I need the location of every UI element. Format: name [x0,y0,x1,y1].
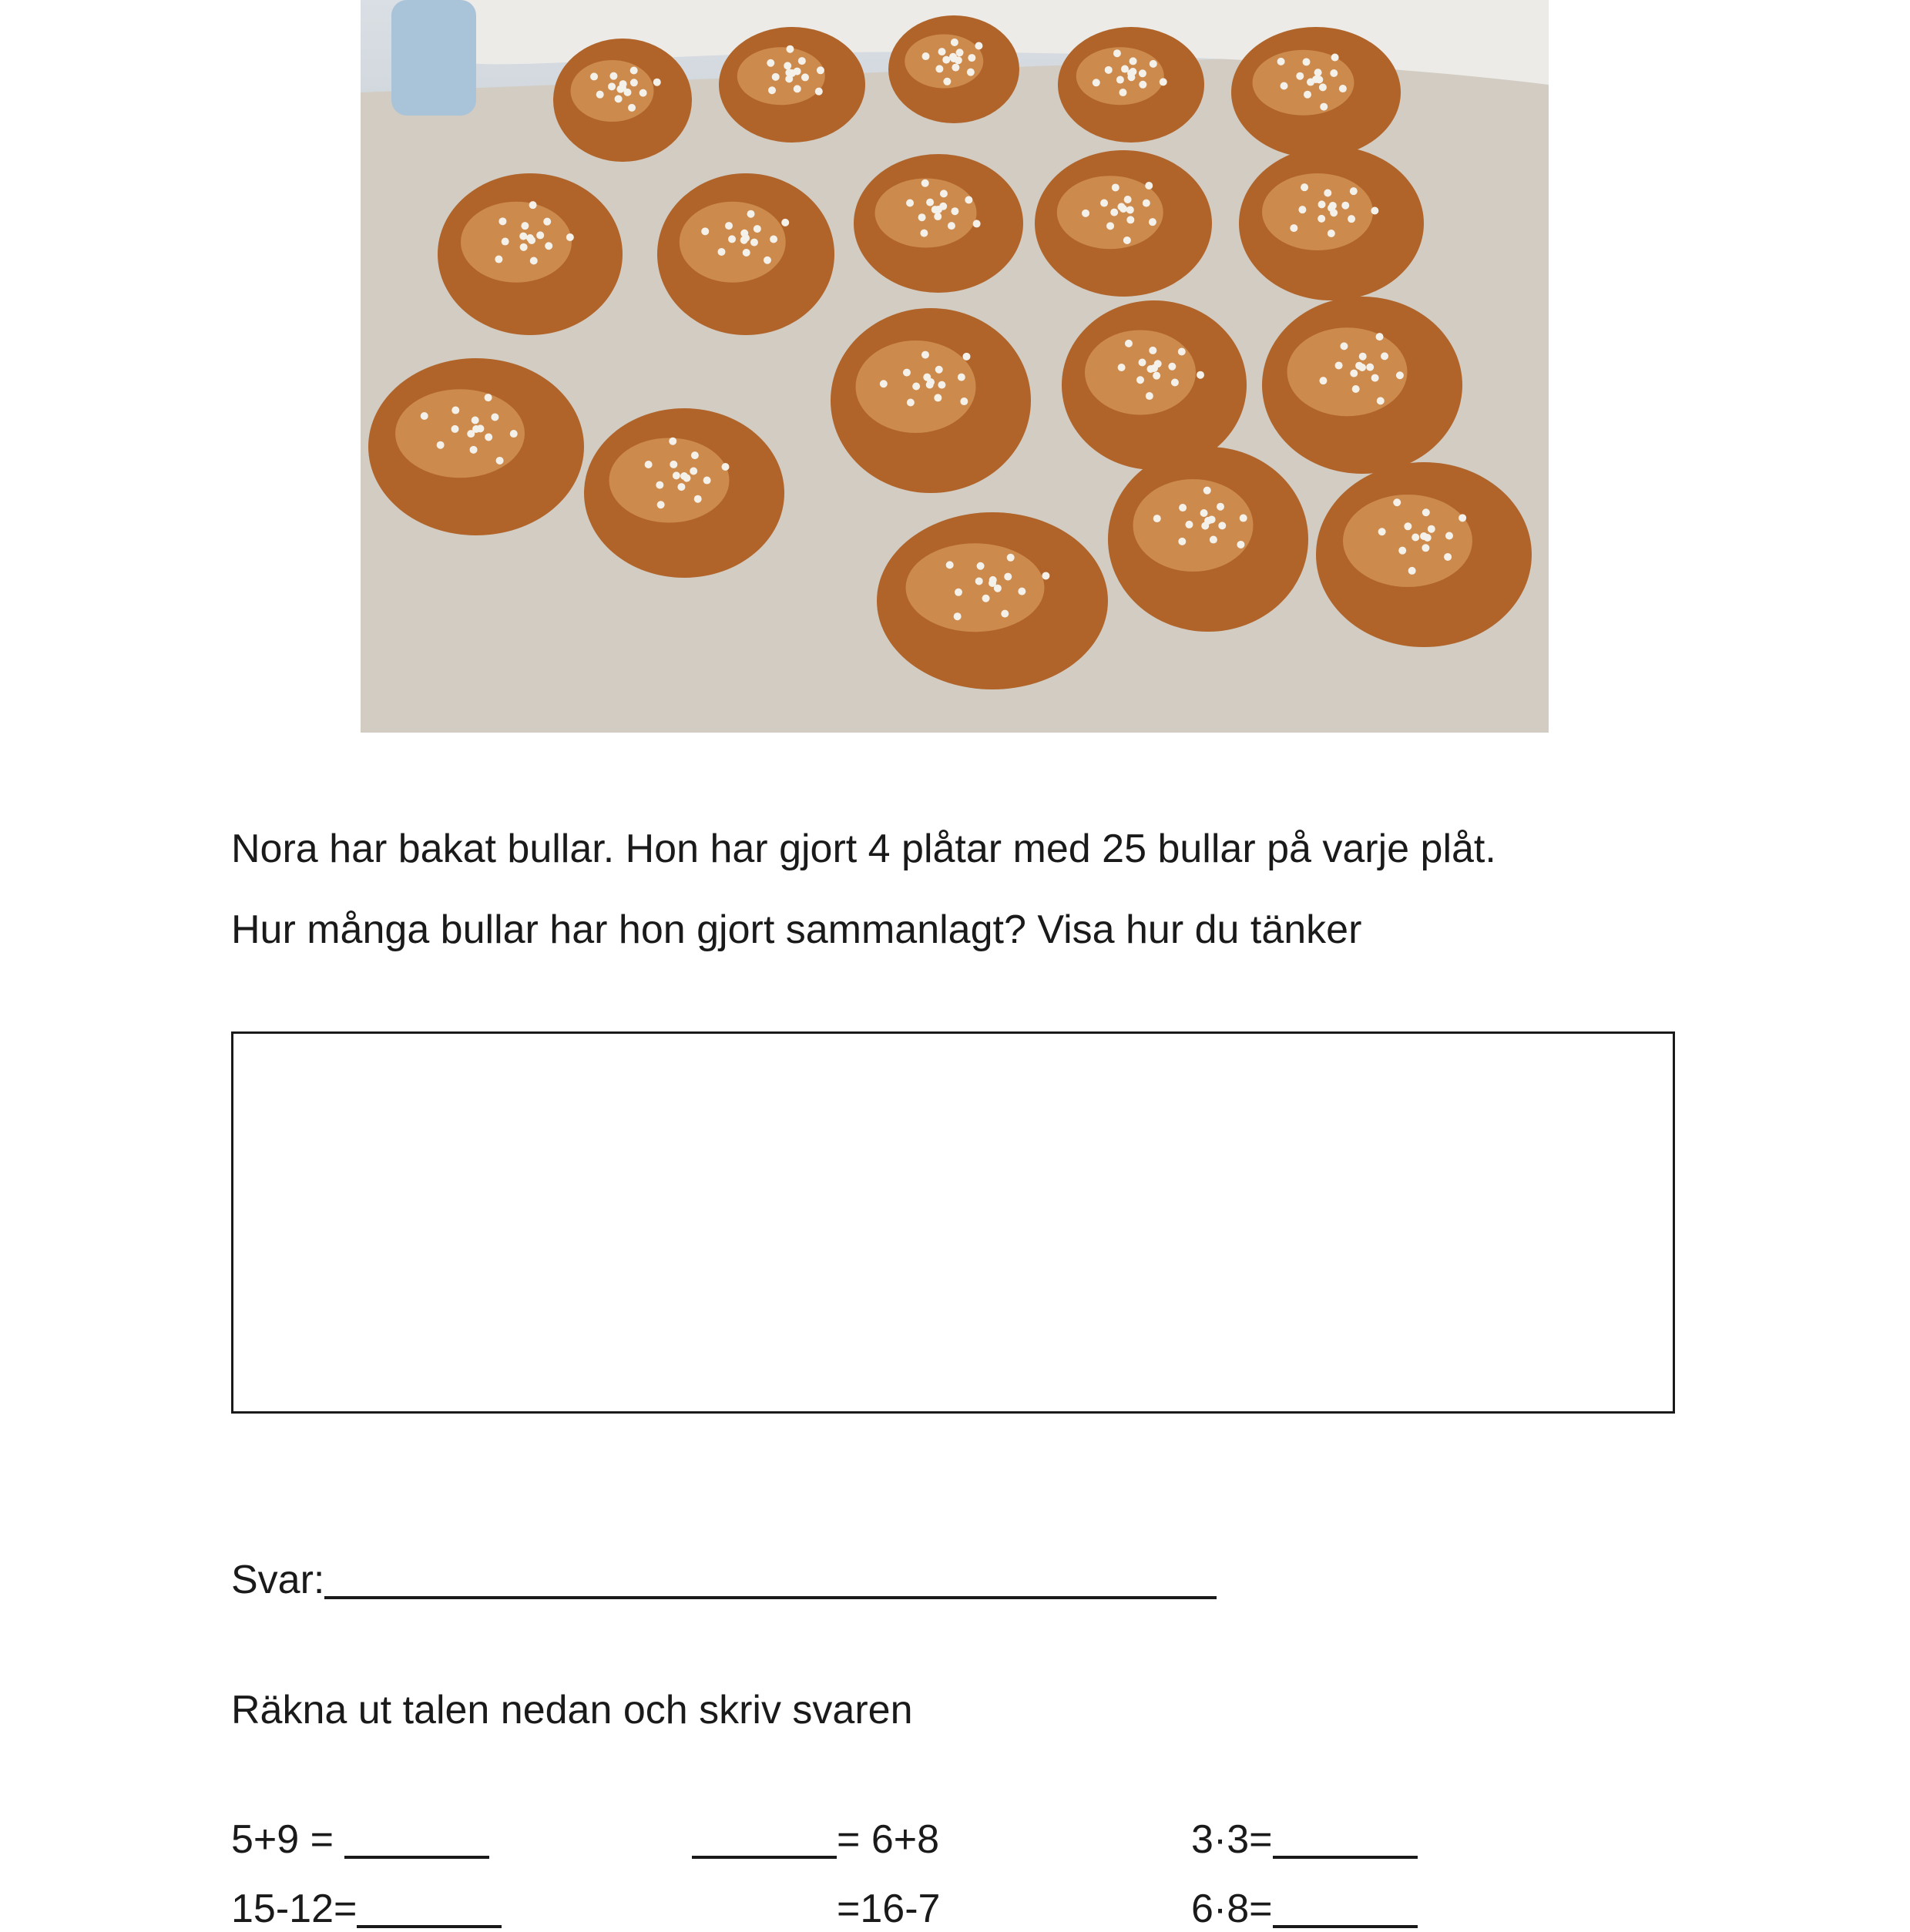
pearl-sugar [502,238,509,246]
bun-highlight [1085,330,1196,415]
bun-highlight [906,543,1045,632]
pearl-sugar [1359,353,1367,361]
pearl-sugar [701,227,709,235]
question-line-2: Hur många bullar har hon gjort sammanlagt? Visa hur du tänker [231,907,1362,952]
pearl-sugar [952,64,959,72]
pearl-sugar [1139,69,1146,77]
pearl-sugar [817,66,824,74]
pearl-sugar [721,463,729,471]
pearl-sugar [645,461,653,468]
pearl-sugar [1290,224,1297,232]
pearl-sugar [608,82,616,90]
pearl-sugar [938,48,945,55]
pearl-sugar [1042,572,1049,579]
bun-highlight [1343,495,1472,587]
pearl-sugar [1240,515,1247,522]
pearl-sugar [1319,377,1327,384]
pearl-sugar [451,407,459,414]
pearl-sugar [994,585,1002,592]
exercise-4-blank[interactable] [357,1888,502,1928]
pearl-sugar [657,501,665,508]
exercise-2 [692,1816,939,1863]
pearl-sugar [1106,222,1114,230]
pearl-sugar [653,79,661,86]
pearl-sugar [1381,352,1388,360]
pearl-sugar [1124,196,1132,203]
pearl-sugar [1136,376,1144,384]
pearl-sugar [1396,371,1404,379]
pearl-sugar [451,425,459,433]
pearl-sugar [630,79,638,86]
pearl-sugar [1315,75,1323,83]
pearl-sugar [639,89,647,97]
pearl-sugar [1179,504,1187,512]
pearl-sugar [498,217,506,225]
pearl-sugar [1210,536,1217,544]
pearl-sugar [794,85,801,92]
pearl-sugar [784,62,791,69]
cup [391,0,476,116]
pearl-sugar [1117,203,1125,210]
pearl-sugar [536,231,544,239]
pearl-sugar [934,394,942,401]
bun-highlight [1133,479,1254,572]
pearl-sugar [975,577,983,585]
pearl-sugar [740,230,748,237]
pearl-sugar [880,380,888,387]
pearl-sugar [491,413,498,421]
pearl-sugar [529,201,537,209]
pearl-sugar [1378,528,1386,535]
pearl-sugar [939,203,947,210]
pearl-sugar [519,233,527,240]
pearl-sugar [669,438,676,445]
pearl-sugar [1127,73,1135,81]
cinnamon-buns-photo [361,0,1549,733]
pearl-sugar [907,398,915,406]
pearl-sugar [1422,508,1430,516]
pearl-sugar [485,394,492,401]
pearl-sugar [1366,364,1374,371]
pearl-sugar [801,73,809,81]
pearl-sugar [918,213,926,221]
pearl-sugar [1424,534,1432,542]
pearl-sugar [619,80,627,88]
pearl-sugar [781,219,789,226]
pearl-sugar [740,236,748,244]
pearl-sugar [1118,364,1126,371]
pearl-sugar [1113,49,1121,57]
pearl-sugar [921,179,929,187]
pearl-sugar [1350,187,1358,195]
pearl-sugar [1320,103,1328,111]
pearl-sugar [768,86,776,94]
pearl-sugar [703,477,711,485]
pearl-sugar [615,95,623,102]
pearl-sugar [470,446,478,454]
pearl-sugar [955,589,962,596]
bun-highlight [737,47,825,105]
pearl-sugar [1371,374,1379,382]
pearl-sugar [437,441,445,449]
work-area-box[interactable] [231,1031,1675,1414]
pearl-sugar [1352,385,1360,393]
pearl-sugar [786,45,794,53]
pearl-sugar [906,200,914,207]
pearl-sugar [940,190,948,197]
pearl-sugar [1318,215,1325,223]
pearl-sugar [566,233,574,241]
pearl-sugar [1147,365,1155,373]
pearl-sugar [1208,515,1216,523]
exercise-4 [231,1886,502,1932]
exercise-3-blank[interactable] [1273,1819,1418,1859]
pearl-sugar [1093,79,1100,86]
pearl-sugar [1444,553,1452,561]
pearl-sugar [1146,392,1153,400]
pearl-sugar [530,257,538,265]
pearl-sugar [1404,522,1412,530]
pearl-sugar [1348,215,1355,223]
pearl-sugar [1459,514,1466,522]
pearl-sugar [956,49,964,56]
pearl-sugar [1154,360,1162,367]
pearl-sugar [1126,206,1134,213]
pearl-sugar [1277,58,1285,65]
question-line-1: Nora har bakat bullar. Hon har gjort 4 plåtar med 25 bullar på varje plåt. [231,827,1496,871]
pearl-sugar [989,576,997,584]
pearl-sugar [1105,66,1113,74]
pearl-sugar [942,56,950,64]
exercise-6-text: 6·8= [1191,1887,1273,1931]
pearl-sugar [521,222,529,230]
pearl-sugar [750,239,758,247]
pearl-sugar [1200,509,1208,517]
pearl-sugar [1018,588,1025,595]
pearl-sugar [922,52,930,60]
exercise-1-blank[interactable] [344,1819,489,1859]
pearl-sugar [1339,85,1347,92]
bun-highlight [395,389,525,478]
pearl-sugar [590,72,598,80]
pearl-sugar [1143,200,1150,207]
pearl-sugar [1185,521,1193,528]
pearl-sugar [767,59,774,67]
bun-highlight [1262,173,1373,250]
pearl-sugar [798,57,806,65]
pearl-sugar [485,433,492,441]
pearl-sugar [1121,65,1129,73]
pearl-sugar [1168,363,1176,371]
pearl-sugar [545,242,552,250]
pearl-sugar [1112,183,1119,191]
pearl-sugar [1082,210,1089,217]
pearl-sugar [628,104,636,112]
pearl-sugar [1139,81,1146,89]
pearl-sugar [1398,547,1406,555]
pearl-sugar [725,222,733,230]
exercise-2-blank[interactable] [692,1819,837,1859]
pearl-sugar [1119,89,1126,96]
pearl-sugar [1149,218,1156,226]
pearl-sugar [951,39,958,46]
pearl-sugar [960,397,968,405]
pearl-sugar [1331,54,1339,62]
pearl-sugar [1328,230,1335,237]
pearl-sugar [596,91,604,99]
pearl-sugar [743,249,750,257]
pearl-sugar [1412,533,1419,541]
pearl-sugar [935,366,943,374]
pearl-sugar [764,257,771,264]
pearl-sugar [495,256,502,263]
pearl-sugar [1100,200,1108,207]
pearl-sugar [1178,538,1186,545]
pearl-sugar [1116,76,1124,84]
pearl-sugar [1153,515,1161,522]
pearl-sugar [717,248,725,256]
pearl-sugar [1408,567,1416,575]
pearl-sugar [1150,60,1157,68]
pearl-sugar [934,213,942,220]
pearl-sugar [1371,207,1378,215]
exercises-instruction: Räkna ut talen nedan och skriv svaren [231,1688,913,1732]
pearl-sugar [921,351,929,359]
exercise-5 [837,1886,940,1932]
pearl-sugar [772,73,780,81]
pearl-sugar [954,612,962,620]
pearl-sugar [1314,69,1322,76]
pearl-sugar [958,374,965,381]
pearl-sugar [630,66,638,74]
pearl-sugar [510,430,518,438]
pearl-sugar [528,236,535,244]
pearl-sugar [1153,372,1160,380]
pearl-sugar [982,595,990,602]
pearl-sugar [1422,544,1429,552]
pearl-sugar [935,65,943,72]
pearl-sugar [1110,209,1118,216]
pearl-sugar [1171,378,1179,386]
exercise-2-text: = 6+8 [837,1817,940,1862]
pearl-sugar [1329,202,1337,210]
pearl-sugar [955,56,962,64]
pearl-sugar [948,222,955,230]
pearl-sugar [683,475,690,482]
pearl-sugar [1201,522,1209,530]
exercise-1-text: 5+9 = [231,1817,345,1862]
pearl-sugar [926,381,934,388]
pearl-sugar [1350,370,1358,377]
pearl-sugar [1301,183,1308,191]
pearl-sugar [938,381,945,389]
pearl-sugar [932,206,939,213]
pearl-sugar [794,68,801,75]
pearl-sugar [472,416,479,424]
exercise-4-text: 15-12= [231,1887,357,1931]
pearl-sugar [815,88,823,96]
pearl-sugar [1330,69,1338,77]
pearl-sugar [1281,82,1288,89]
pearl-sugar [543,218,551,226]
pearl-sugar [656,481,663,489]
pearl-sugar [967,69,975,76]
pearl-sugar [1197,371,1204,379]
bun-highlight [1287,327,1408,416]
pearl-sugar [770,235,777,243]
pearl-sugar [694,495,702,503]
pearl-sugar [1393,498,1401,506]
pearl-sugar [1330,209,1338,216]
pearl-sugar [1445,532,1453,539]
pearl-sugar [1130,57,1137,65]
pearl-sugar [609,72,617,80]
pearl-sugar [690,467,697,475]
pearl-sugar [1178,348,1186,356]
bun-highlight [875,179,977,248]
answer-label: Svar: [231,1558,325,1602]
buns-illustration [361,0,1549,733]
pearl-sugar [1007,554,1015,562]
exercise-1 [231,1816,489,1863]
pearl-sugar [1237,541,1244,548]
pearl-sugar [977,562,985,570]
pearl-sugar [747,210,755,218]
pearl-sugar [1218,522,1226,529]
pearl-sugar [421,412,428,420]
pearl-sugar [920,230,928,237]
pearl-sugar [1428,525,1435,533]
pearl-sugar [1123,236,1131,244]
pearl-sugar [1145,182,1153,190]
pearl-sugar [912,383,920,391]
exercise-3 [1191,1816,1418,1863]
pearl-sugar [965,196,972,204]
pearl-sugar [1376,333,1384,340]
pearl-sugar [467,430,475,438]
pearl-sugar [1355,362,1363,370]
pearl-sugar [1004,573,1012,581]
pearl-sugar [1318,200,1326,208]
pearl-sugar [923,374,931,381]
pearl-sugar [975,42,982,50]
pearl-sugar [623,89,631,96]
pearl-sugar [1001,610,1009,618]
exercise-5-text: =16-7 [837,1887,941,1931]
pearl-sugar [520,243,528,251]
bun-highlight [461,202,572,283]
pearl-sugar [903,369,911,377]
answer-row [231,1557,1217,1603]
pearl-sugar [1340,342,1348,350]
pearl-sugar [1298,206,1306,213]
pearl-sugar [1324,189,1331,196]
exercise-6-blank[interactable] [1273,1888,1418,1928]
bun-highlight [609,438,730,523]
pearl-sugar [1303,58,1311,65]
pearl-sugar [670,461,677,468]
pearl-sugar [1125,340,1133,347]
pearl-sugar [1138,358,1146,366]
pearl-sugar [1319,83,1327,91]
pearl-sugar [1341,202,1349,210]
pearl-sugar [728,235,736,243]
answer-line[interactable] [324,1559,1217,1599]
pearl-sugar [1296,72,1304,80]
pearl-sugar [951,207,958,215]
pearl-sugar [1126,216,1134,223]
pearl-sugar [1160,78,1167,86]
pearl-sugar [496,457,504,465]
pearl-sugar [1149,347,1156,354]
pearl-sugar [968,54,975,62]
pearl-sugar [1304,91,1311,99]
pearl-sugar [677,483,685,491]
pearl-sugar [1335,361,1343,369]
pearl-sugar [754,225,761,233]
pearl-sugar [1377,397,1385,404]
pearl-sugar [673,471,680,479]
pearl-sugar [785,75,793,82]
pearl-sugar [691,451,699,459]
pearl-sugar [1307,79,1314,86]
pearl-sugar [926,199,934,206]
exercise-6 [1191,1886,1418,1932]
pearl-sugar [943,78,951,86]
pearl-sugar [962,353,970,361]
pearl-sugar [1217,503,1224,511]
pearl-sugar [973,220,981,227]
pearl-sugar [476,424,484,432]
pearl-sugar [946,561,954,569]
exercise-3-text: 3·3= [1191,1817,1273,1862]
pearl-sugar [1203,487,1211,495]
